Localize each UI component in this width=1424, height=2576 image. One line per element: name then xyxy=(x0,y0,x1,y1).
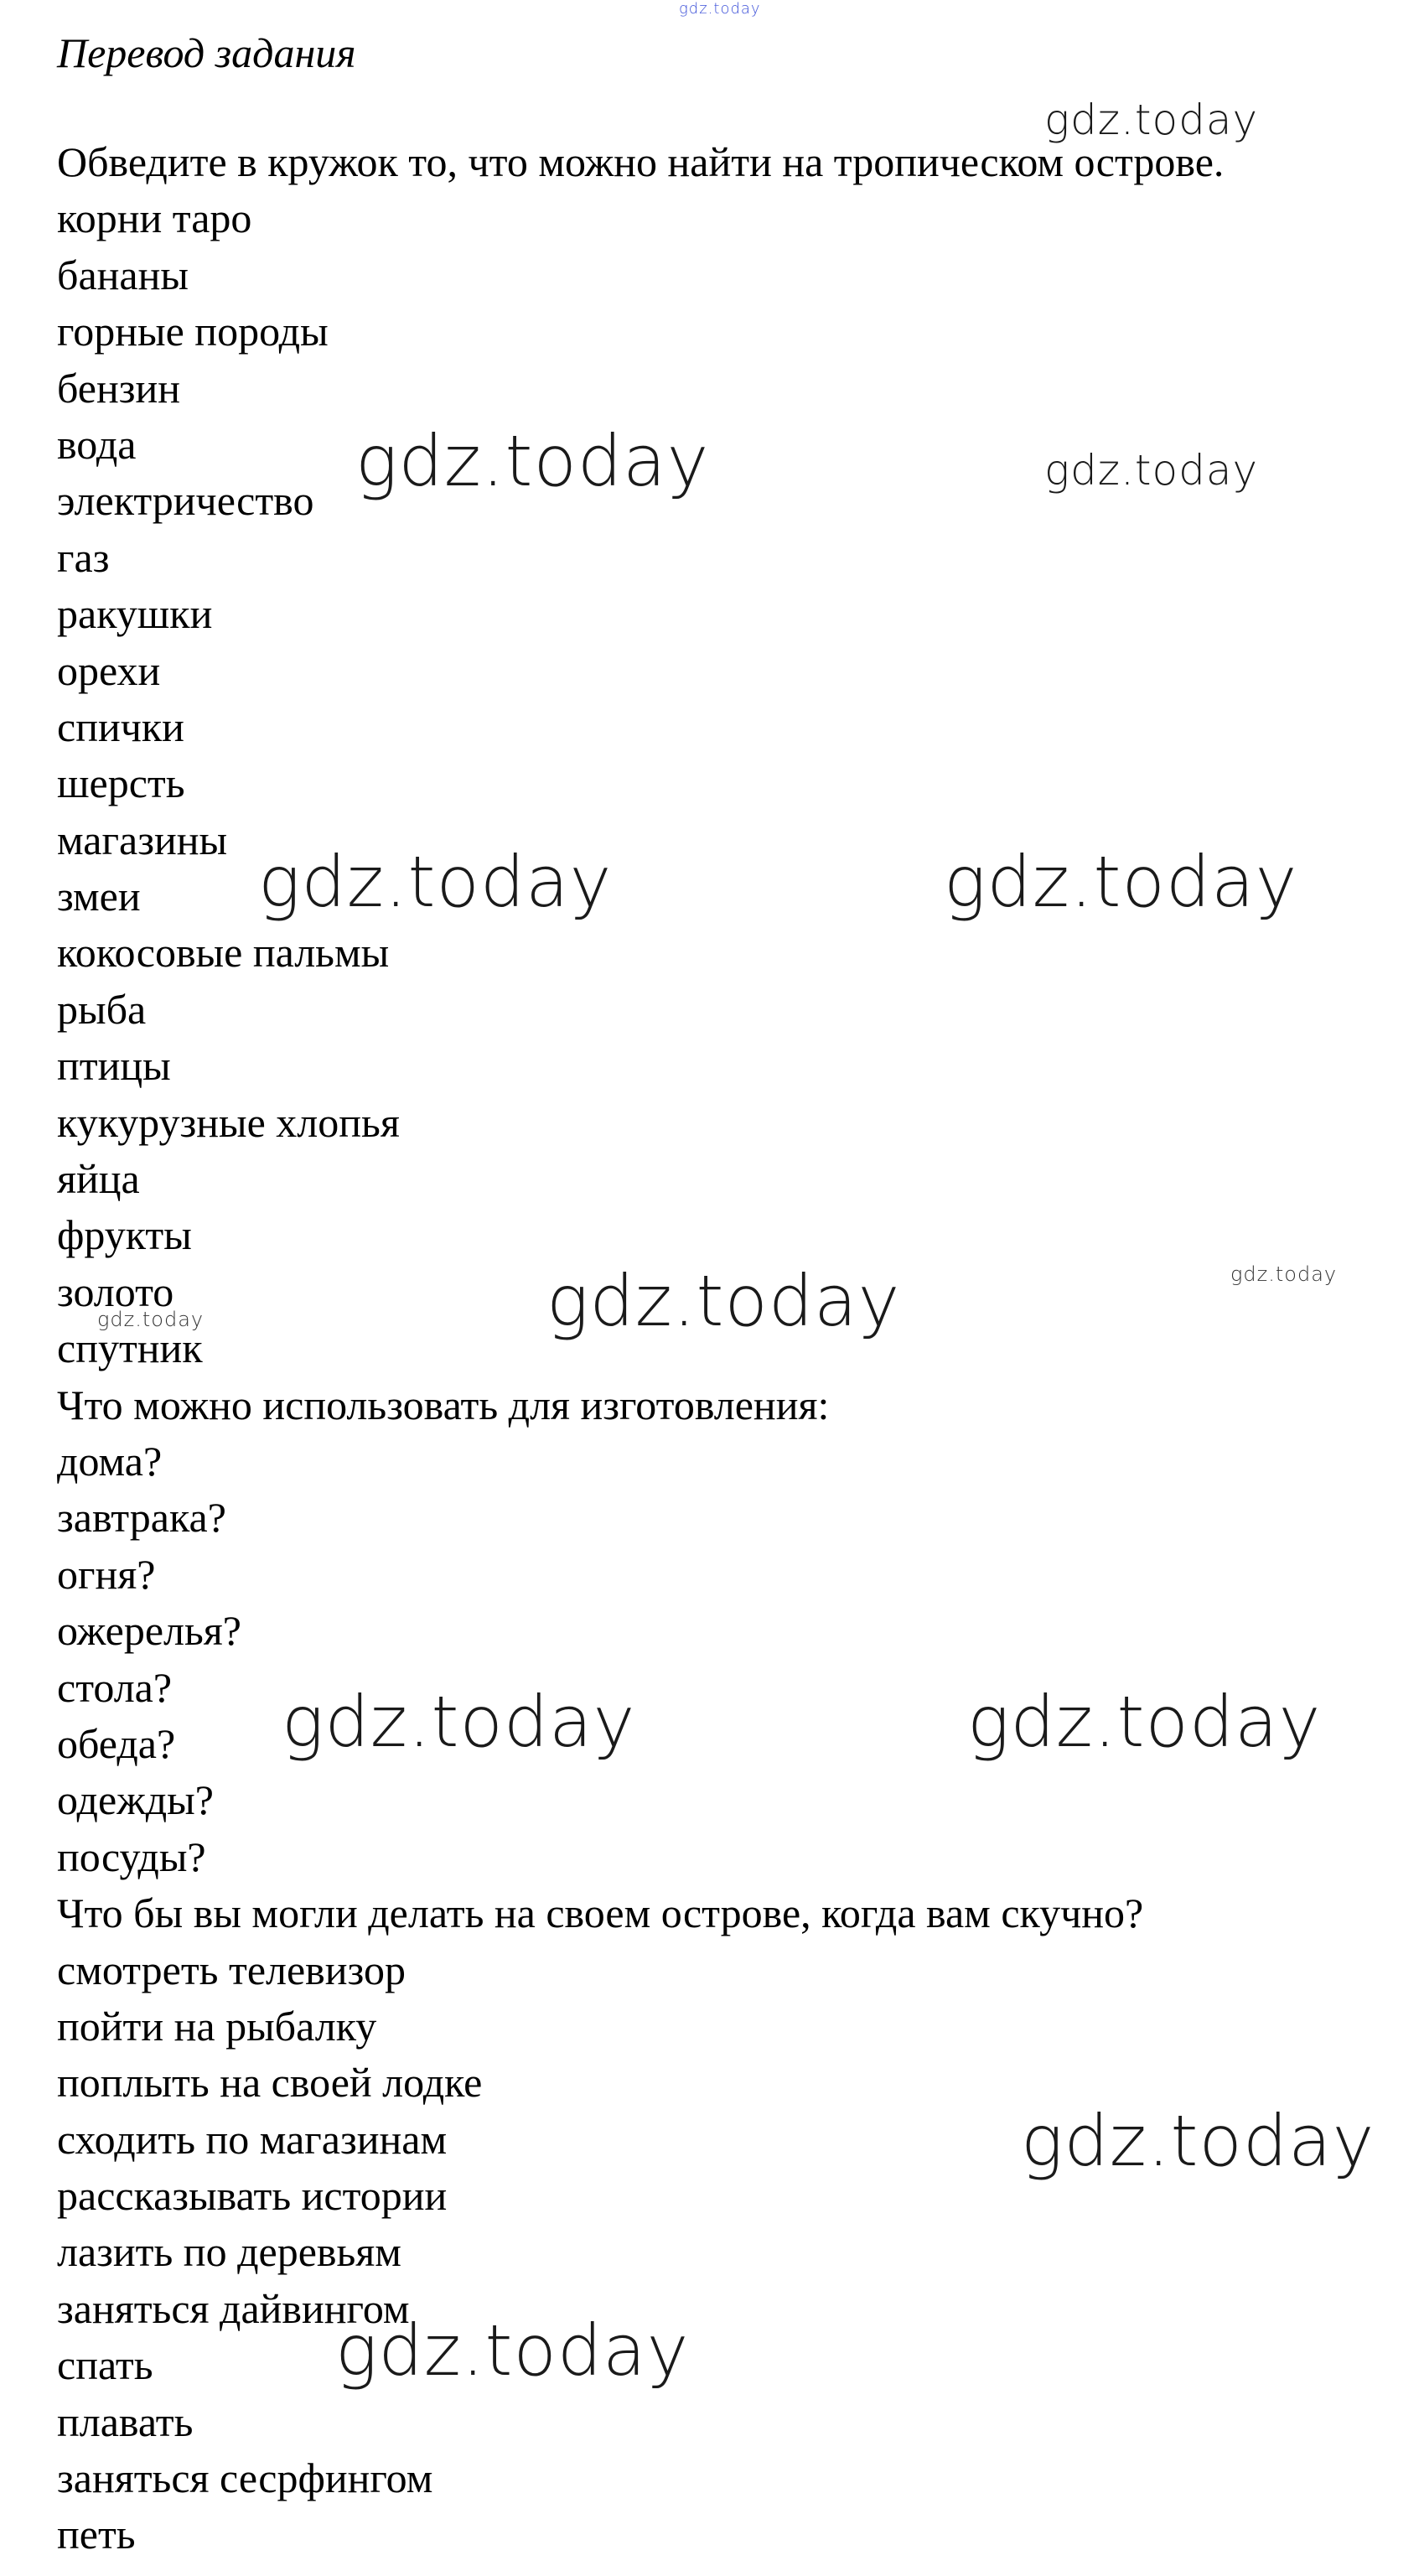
list-item: спички xyxy=(57,702,184,750)
watermark: gdz.today xyxy=(1021,2100,1375,2182)
list-item: птицы xyxy=(57,1042,171,1090)
list-item: шерсть xyxy=(57,759,185,807)
watermark: gdz.today xyxy=(944,841,1298,923)
list-item: одежды? xyxy=(57,1776,214,1824)
list-item: магазины xyxy=(57,816,228,863)
watermark: gdz.today xyxy=(967,1681,1322,1763)
list-item: заняться дайвингом xyxy=(57,2284,410,2332)
list-item: заняться сесрфингом xyxy=(57,2454,433,2502)
list-item: змеи xyxy=(57,873,141,920)
list-item: сходить по магазинам xyxy=(57,2115,448,2163)
watermark: gdz.today xyxy=(335,2309,690,2392)
list-item: посуды? xyxy=(57,1832,206,1880)
watermark: gdz.today xyxy=(679,0,761,18)
list-item: плавать xyxy=(57,2397,194,2445)
line-instruction-1: Обведите в кружок то, что можно найти на тропическом острове. xyxy=(57,138,1225,185)
list-item: ракушки xyxy=(57,590,213,638)
line-instruction-2: Что можно использовать для изготовления: xyxy=(57,1381,830,1428)
list-item: стола? xyxy=(57,1663,173,1711)
watermark: gdz.today xyxy=(1044,96,1259,144)
watermark: gdz.today xyxy=(546,1260,901,1342)
watermark: gdz.today xyxy=(97,1308,205,1331)
list-item: газ xyxy=(57,533,110,581)
list-item: спутник xyxy=(57,1324,203,1372)
list-item: яйца xyxy=(57,1155,140,1203)
list-item: бензин xyxy=(57,364,180,412)
list-item: петь xyxy=(57,2511,136,2558)
list-item: рассказывать истории xyxy=(57,2172,448,2220)
list-item: орехи xyxy=(57,646,161,694)
list-item: лазить по деревьям xyxy=(57,2228,401,2276)
watermark: gdz.today xyxy=(355,420,710,502)
list-item: кукурузные хлопья xyxy=(57,1098,400,1146)
page-title: Перевод задания xyxy=(57,29,356,76)
list-item: завтрака? xyxy=(57,1494,226,1542)
list-item: ожерелья? xyxy=(57,1607,241,1655)
list-item: обеда? xyxy=(57,1719,176,1767)
list-item: дома? xyxy=(57,1437,163,1485)
watermark: gdz.today xyxy=(282,1681,636,1763)
list-item: фрукты xyxy=(57,1211,192,1259)
watermark: gdz.today xyxy=(1044,446,1259,495)
line-instruction-3: Что бы вы могли делать на своем острове, когда вам скучно? xyxy=(57,1889,1144,1937)
list-item: кокосовые пальмы xyxy=(57,929,390,977)
list-item: электричество xyxy=(57,477,314,525)
watermark: gdz.today xyxy=(258,841,613,923)
list-item: горные породы xyxy=(57,308,329,355)
list-item: золото xyxy=(57,1267,174,1315)
list-item: смотреть телевизор xyxy=(57,1946,406,1993)
list-item: поплыть на своей лодке xyxy=(57,2059,483,2107)
list-item: бананы xyxy=(57,251,189,298)
watermark: gdz.today xyxy=(1230,1262,1338,1286)
list-item: вода xyxy=(57,420,137,468)
list-item: спать xyxy=(57,2341,153,2389)
list-item: огня? xyxy=(57,1550,156,1598)
list-item: пойти на рыбалку xyxy=(57,2002,377,2050)
list-item: рыба xyxy=(57,985,147,1033)
list-item: корни таро xyxy=(57,194,252,242)
